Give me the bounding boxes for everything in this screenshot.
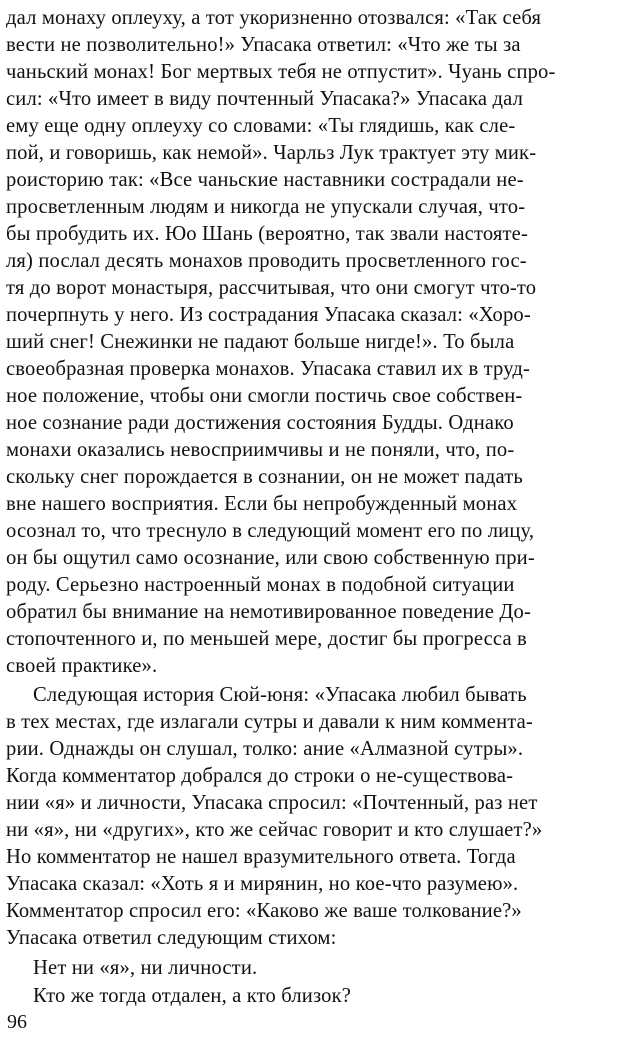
text-line: своеобразная проверка монахов. Упасака ставил их в труд- [6, 358, 530, 380]
text-line: ему еще одну оплеуху со словами: «Ты глядишь, как сле- [6, 115, 516, 137]
text-line: ля) послал десять монахов проводить просветленного гос- [6, 250, 527, 272]
text-line: почерпнуть у него. Из сострадания Упасака сказал: «Хоро- [6, 304, 531, 326]
verse-line: Нет ни «я», ни личности. [33, 957, 258, 979]
paragraph-first-line: Следующая история Сюй-юня: «Упасака любил бывать [33, 684, 527, 706]
text-line: Упасака ответил следующим стихом: [6, 927, 337, 949]
text-line: сил: «Что имеет в виду почтенный Упасака?» Упасака дал [6, 88, 524, 110]
text-line: осознал то, что треснуло в следующий момент его по лицу, [6, 520, 535, 542]
text-line: Упасака сказал: «Хоть я и мирянин, но кое-что разумею». [6, 873, 519, 895]
text-line: монахи оказались невосприимчивы и не поняли, что, по- [6, 439, 515, 461]
text-line: тя до ворот монастыря, рассчитывая, что они смогут что-то [6, 277, 537, 299]
text-line: ное сознание ради достижения состояния Будды. Однако [6, 412, 514, 434]
text-line: он бы ощутил само осознание, или свою собственную при- [6, 547, 535, 569]
text-line: нии «я» и личности, Упасака спросил: «Почтенный, раз нет [6, 792, 538, 814]
text-line: своей практике». [6, 655, 158, 677]
text-line: в тех местах, где излагали сутры и давали к ним коммента- [6, 711, 533, 733]
text-line: ни «я», ни «других», кто же сейчас говорит и кто слушает?» [6, 819, 543, 841]
page-number: 96 [7, 1011, 27, 1033]
text-line: стопочтенного и, по меньшей мере, достиг бы прогресса в [6, 628, 527, 650]
text-line: пой, и говоришь, как немой». Чарльз Лук трактует эту мик- [6, 142, 537, 164]
text-line: ное положение, чтобы они смогли постичь свое собствен- [6, 385, 523, 407]
text-line: просветленным людям и никогда не упускали случая, что- [6, 196, 526, 218]
text-line: обратил бы внимание на немотивированное поведение До- [6, 601, 531, 623]
text-line: ший снег! Снежинки не падают больше нигде!». То была [6, 331, 515, 353]
text-line: дал монаху оплеуху, а тот укоризненно отозвался: «Так себя [6, 7, 542, 29]
verse-line: Кто же тогда отдален, а кто близок? [33, 985, 352, 1007]
text-line: чаньский монах! Бог мертвых тебя не отпустит». Чуань спро- [6, 61, 556, 83]
text-line: Но комментатор не нашел вразумительного ответа. Тогда [6, 846, 516, 868]
text-line: бы пробудить их. Юо Шань (вероятно, так звали настояте- [6, 223, 528, 245]
text-line: вне нашего восприятия. Если бы непробужденный монах [6, 493, 518, 515]
text-line: роисторию так: «Все чаньские наставники сострадали не- [6, 169, 524, 191]
text-line: роду. Серьезно настроенный монах в подобной ситуации [6, 574, 515, 596]
text-line: Когда комментатор добрался до строки о не-существова- [6, 765, 514, 787]
text-line: скольку снег порождается в сознании, он не может падать [6, 466, 523, 488]
text-line: Комментатор спросил его: «Каково же ваше толкование?» [6, 900, 522, 922]
text-line: рии. Однажды он слушал, толко: ание «Алмазной сутры». [6, 738, 524, 760]
text-line: вести не позволительно!» Упасака ответил: «Что же ты за [6, 34, 521, 56]
